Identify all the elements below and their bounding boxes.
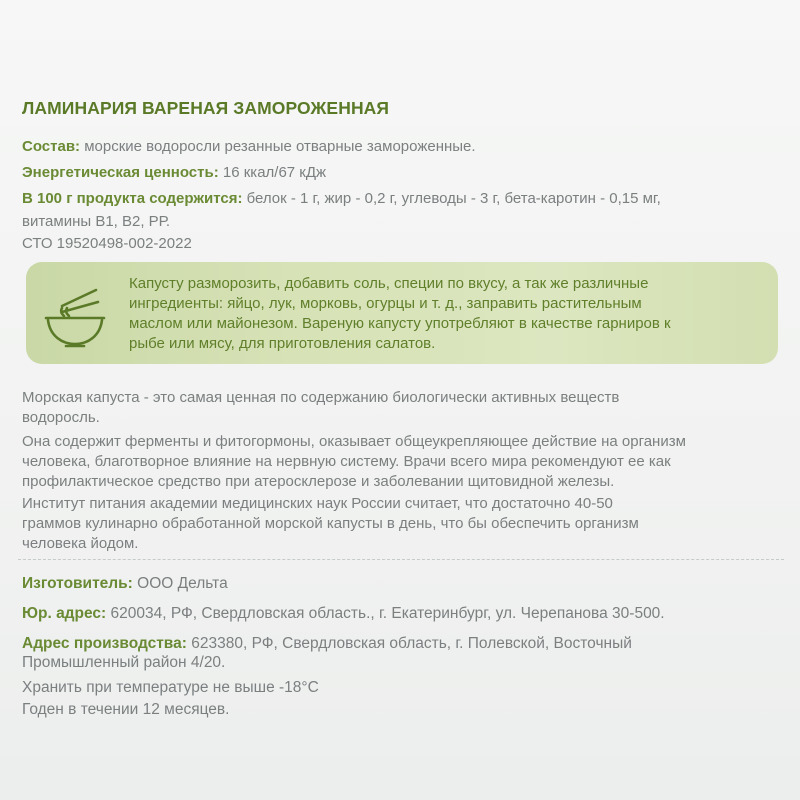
shelf-life: Годен в течении 12 месяцев. (22, 701, 230, 718)
description-paragraph-3 (22, 494, 782, 554)
description-line: профилактическое средство при атеросклерозе и заболевании щитовидной железы. (22, 473, 615, 490)
preparation-panel (26, 262, 778, 364)
nutrition-value: белок - 1 г, жир - 0,2 г, углеводы - 3 г, бета-каротин - 0,15 мг, (246, 190, 661, 207)
manufacturer-line (22, 574, 228, 594)
description-line: граммов кулинарно обработанной морской капусты в день, что бы обеспечить организм (22, 515, 639, 532)
description-paragraph-1 (22, 388, 782, 428)
manufacturer-label: Изготовитель: (22, 575, 133, 592)
nutrition-label: В 100 г продукта содержится: (22, 190, 243, 207)
dashed-divider (18, 559, 784, 560)
energy-value: 16 ккал/67 кДж (222, 164, 327, 181)
ingredients-line (22, 137, 476, 157)
legal-address-label: Юр. адрес: (22, 605, 107, 622)
nutrition-line-2 (22, 212, 170, 232)
preparation-line: Капусту разморозить, добавить соль, специи по вкусу, а так же различные (129, 275, 649, 292)
ingredients-label: Состав: (22, 138, 81, 155)
storage-conditions: Хранить при температуре не выше -18°С (22, 679, 319, 696)
bowl-with-chopsticks-icon (40, 278, 110, 350)
energy-label: Энергетическая ценность: (22, 164, 219, 181)
description-line: Она содержит ферменты и фитогормоны, оказывает общеукрепляющее действие на организм (22, 433, 686, 450)
description-line: человека йодом. (22, 535, 139, 552)
preparation-line: рыбе или мясу, для приготовления салатов. (129, 335, 436, 352)
preparation-line: маслом или майонезом. Вареную капусту употребляют в качестве гарниров к (129, 315, 671, 332)
production-address-line-2: Промышленный район 4/20. (22, 654, 226, 671)
production-address-value: 623380, РФ, Свердловская область, г. Полевской, Восточный (191, 635, 632, 652)
description-line: Институт питания академии медицинских наук России считает, что достаточно 40-50 (22, 495, 613, 512)
production-address-label: Адрес производства: (22, 635, 187, 652)
manufacturer-value: ООО Дельта (137, 575, 228, 592)
energy-line (22, 163, 326, 183)
description-line: Морская капуста - это самая ценная по содержанию биологически активных веществ (22, 389, 620, 406)
production-address-line (22, 634, 632, 654)
preparation-text (129, 274, 769, 354)
description-line: человека, благотворное влияние на нервную систему. Врачи всего мира рекомендуют ее как (22, 453, 671, 470)
legal-address-line (22, 604, 665, 624)
standard-code: СТО 19520498-002-2022 (22, 235, 192, 252)
legal-address-value: 620034, РФ, Свердловская область., г. Екатеринбург, ул. Черепанова 30-500. (110, 605, 665, 622)
description-paragraph-2 (22, 432, 782, 492)
description-line: водоросль. (22, 409, 100, 426)
preparation-line: ингредиенты: яйцо, лук, морковь, огурцы и т. д., заправить растительным (129, 295, 642, 312)
ingredients-value: морские водоросли резанные отварные замороженные. (84, 138, 476, 155)
nutrition-line (22, 189, 661, 209)
product-title: ЛАМИНАРИЯ ВАРЕНАЯ ЗАМОРОЖЕННАЯ (22, 98, 390, 118)
nutrition-value-2: витамины В1, В2, РР. (22, 213, 171, 230)
